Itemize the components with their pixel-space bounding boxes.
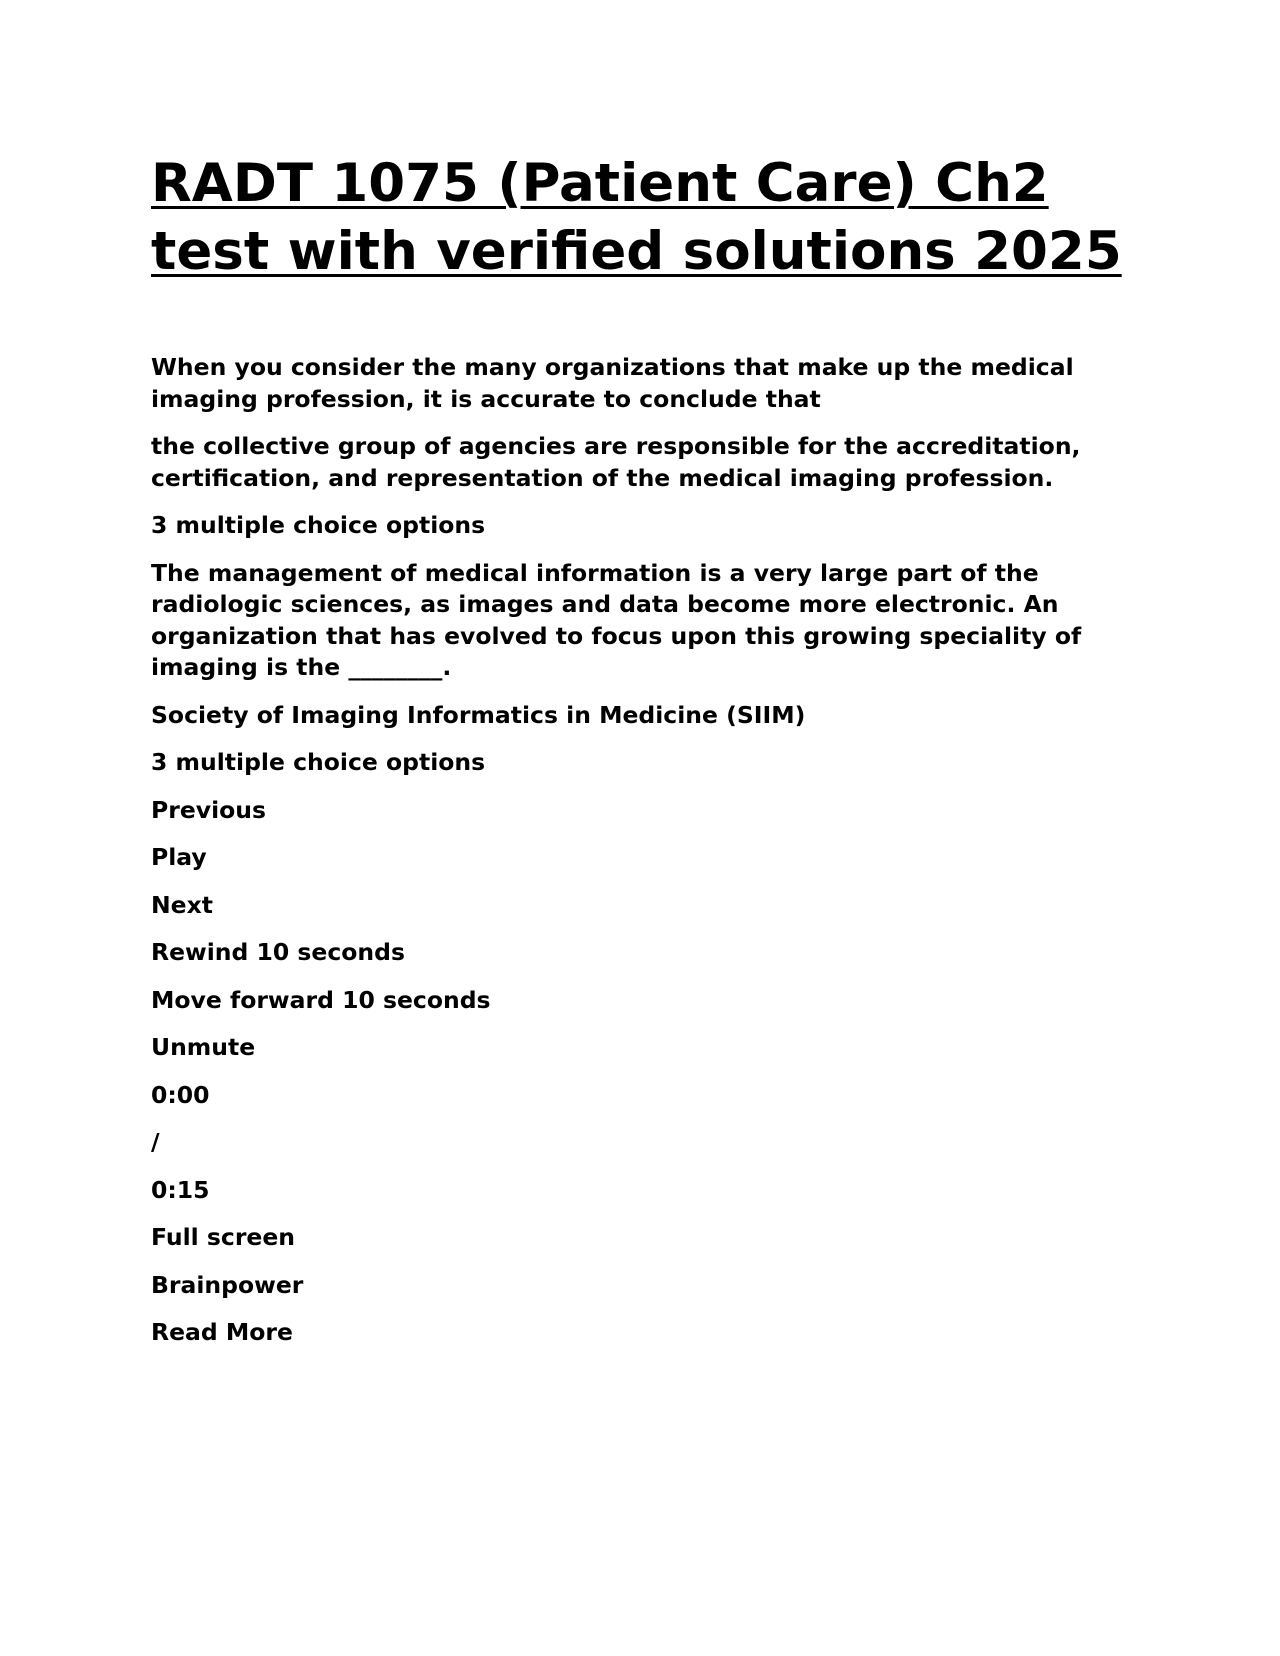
next-button[interactable]: Next <box>151 890 213 919</box>
brand-label: Brainpower <box>151 1270 304 1299</box>
question-1-text: When you consider the many organizations that make up the medical imaging profession, it is accurate to conclude that <box>151 353 1074 413</box>
forward-button[interactable]: Move forward 10 seconds <box>151 985 491 1014</box>
fullscreen-button[interactable]: Full screen <box>151 1223 296 1251</box>
previous-button[interactable]: Previous <box>151 795 266 824</box>
read-more-link[interactable]: Read More <box>151 1318 293 1346</box>
question-2-text: The management of medical information is a very large part of the radiologic sciences, as images and data become more electronic. An organization that has evolved to focus upon this growing speciality of imaging is the ________. <box>151 558 1082 681</box>
rewind-button[interactable]: Rewind 10 seconds <box>151 938 405 966</box>
unmute-button[interactable]: Unmute <box>151 1033 256 1061</box>
current-time: 0:00 <box>151 1080 210 1109</box>
answer-2-text: Society of Imaging Informatics in Medicine (SIIM) <box>151 700 806 729</box>
options-note-2: 3 multiple choice options <box>151 748 486 776</box>
document-body <box>151 352 1131 1349</box>
answer-1-text: the collective group of agencies are responsible for the accreditation, certification, and representation of the medical imaging profession. <box>151 432 1081 492</box>
document-page <box>151 150 1131 1365</box>
time-separator: / <box>151 1128 160 1156</box>
options-note-1: 3 multiple choice options <box>151 511 486 539</box>
duration: 0:15 <box>151 1175 210 1204</box>
play-button[interactable]: Play <box>151 843 207 871</box>
document-title: RADT 1075 (Patient Care) Ch2 test with verified solutions 2025 <box>151 153 1122 282</box>
